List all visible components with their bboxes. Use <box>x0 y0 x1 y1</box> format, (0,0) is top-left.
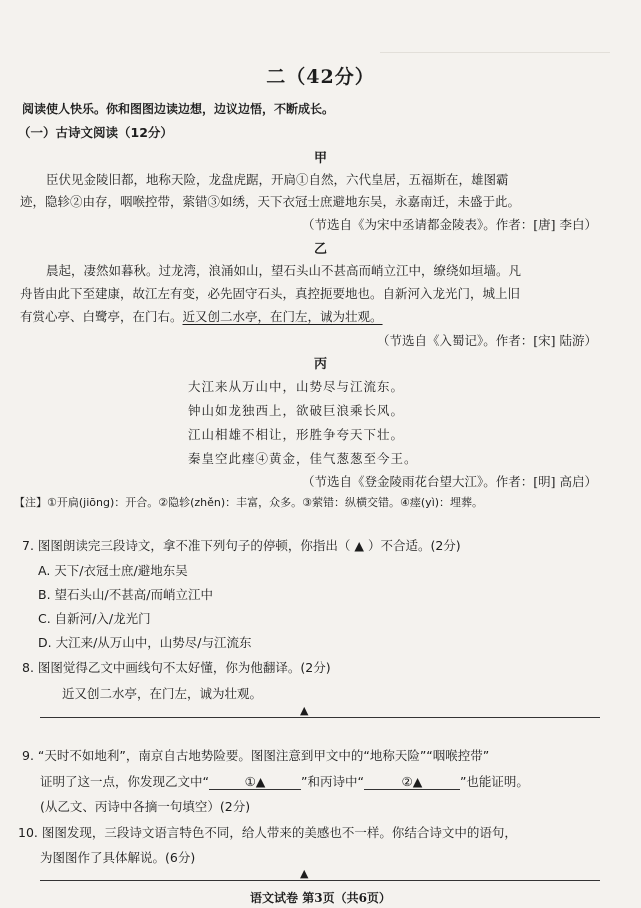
part1-title: （一）古诗文阅读（12分） <box>18 125 173 140</box>
passage-yi-line-3 <box>20 307 383 325</box>
question-9-line-1: 9. “天时不如地利”，南京自古地势险要。图图注意到甲文中的“地称天险”“咽喉控带” <box>22 748 490 763</box>
passage-jia-line-1: 臣伏见金陵旧都，地称天险，龙盘虎踞，开扃①自然，六代皇居，五福斯在，雄图霸 <box>46 172 509 187</box>
question-8-answer-line[interactable] <box>40 717 600 718</box>
poem-bing-line-4: 秦皇空此瘗④黄金，佳气葱葱至今王。 <box>188 451 418 466</box>
question-10-line-1: 10. 图图发现，三段诗文语言特色不同，给人带来的美感也不一样。你结合诗文中的语句， <box>18 825 517 840</box>
passage-yi-line-3-text: 有赏心亭、白鹭亭，在门右。 <box>20 309 183 324</box>
question-10-line-2: 为图图作了具体解说。(6分) <box>40 850 196 865</box>
annotation-note: 【注】①开扃(jiōng)：开合。②隐轸(zhěn)：丰富，众多。③萦错：纵横交错。④瘗(yì)：埋葬。 <box>14 496 484 509</box>
question-7-option-c: C. 自新河/入/龙光门 <box>38 611 151 626</box>
question-8-answer-marker: ▲ <box>300 704 309 717</box>
question-9-blank-2[interactable]: ②▲ <box>364 774 460 790</box>
question-9-line-2-c: ”也能证明。 <box>459 774 529 789</box>
passage-yi-source: （节选自《入蜀记》。作者：[宋] 陆游） <box>377 333 597 348</box>
passage-bing-label: 丙 <box>313 357 327 372</box>
page-footer: 语文试卷 第3页（共6页） <box>250 891 391 905</box>
question-9-line-2 <box>40 772 529 790</box>
passage-jia-line-2: 迹，隐轸②由存，咽喉控带，萦错③如绣，天下衣冠士庶避地东吴，永嘉南迁，未盛于此。 <box>20 194 521 209</box>
poem-bing-line-2: 钟山如龙独西上，欲破巨浪乘长风。 <box>188 403 405 418</box>
question-9-line-2-a: 证明了这一点，你发现乙文中“ <box>40 774 209 789</box>
passage-yi-underlined-sentence: 近又创二水亭，在门左，诚为壮观。 <box>182 309 383 324</box>
question-7-option-a: A. 天下/衣冠士庶/避地东吴 <box>38 563 188 578</box>
question-7-stem: 7. 图图朗读完三段诗文，拿不准下列句子的停顿，你指出（ ▲ ）不合适。(2分) <box>22 538 461 553</box>
question-7-option-b: B. 望石头山/不甚高/而峭立江中 <box>38 587 213 602</box>
passage-bing-source: （节选自《登金陵雨花台望大江》。作者：[明] 高启） <box>302 474 597 489</box>
section-title: 二（42分） <box>266 66 375 88</box>
passage-jia-source: （节选自《为宋中丞请都金陵表》。作者：[唐] 李白） <box>302 217 597 232</box>
intro-text: 阅读使人快乐。你和图图边读边想，边议边悟，不断成长。 <box>22 102 335 116</box>
question-9-line-2-b: ”和丙诗中“ <box>300 774 364 789</box>
question-8-stem: 8. 图图觉得乙文中画线句不太好懂，你为他翻译。(2分) <box>22 660 331 675</box>
question-9-line-3: (从乙文、丙诗中各摘一句填空）(2分) <box>40 799 251 814</box>
passage-yi-line-1: 晨起，凄然如暮秋。过龙湾，浪涌如山，望石头山不甚高而峭立江中，缭绕如垣墙。凡 <box>46 263 522 278</box>
passage-yi-label: 乙 <box>313 242 327 257</box>
question-7-option-d: D. 大江来/从万山中，山势尽/与江流东 <box>38 635 252 650</box>
question-10-answer-marker: ▲ <box>300 867 309 880</box>
question-8-quote: 近又创二水亭，在门左，诚为壮观。 <box>62 686 263 701</box>
question-10-answer-line[interactable] <box>40 880 600 881</box>
poem-bing-line-1: 大江来从万山中，山势尽与江流东。 <box>188 379 405 394</box>
question-9-blank-1[interactable]: ①▲ <box>209 774 301 790</box>
poem-bing-line-3: 江山相雄不相让，形胜争夸天下壮。 <box>188 427 405 442</box>
passage-jia-label: 甲 <box>313 151 327 166</box>
passage-yi-line-2: 舟皆由此下至建康，故江左有变，必先固守石头，真控扼要地也。自新河入龙光门，城上旧 <box>20 286 521 301</box>
